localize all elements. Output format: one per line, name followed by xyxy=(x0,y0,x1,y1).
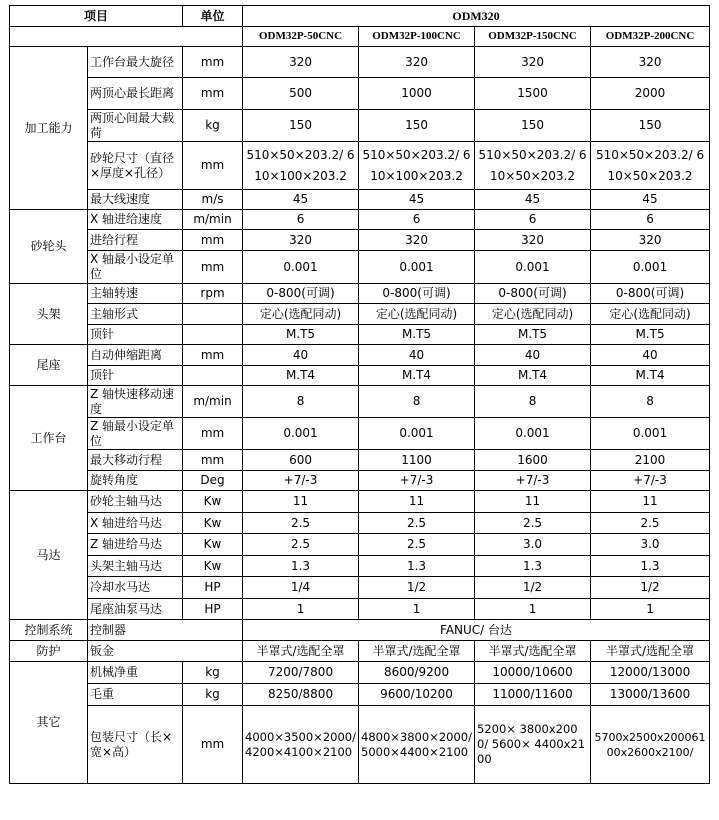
row-value: 5200× 3800x2000/ 5600× 4400x2100 xyxy=(475,706,591,784)
table-row xyxy=(10,210,710,230)
model-row xyxy=(10,27,710,47)
row-value: 1.3 xyxy=(475,556,591,577)
row-value: 0-800(可调) xyxy=(243,284,359,304)
row-value: 8 xyxy=(475,386,591,418)
spec-table xyxy=(9,5,710,784)
row-unit: Kw xyxy=(183,534,243,556)
table-row xyxy=(10,662,710,684)
group-label: 砂轮头 xyxy=(10,210,88,284)
header-series: ODM320 xyxy=(243,6,710,27)
row-value: 半罩式/选配全罩 xyxy=(591,641,710,662)
row-unit: mm xyxy=(183,230,243,251)
row-unit xyxy=(183,366,243,386)
row-value: M.T5 xyxy=(591,325,710,345)
row-value: 3.0 xyxy=(591,534,710,556)
row-value: 10000/10600 xyxy=(475,662,591,684)
row-item: 主轴转速 xyxy=(88,284,183,304)
row-value: 2000 xyxy=(591,78,710,110)
header-row xyxy=(10,6,710,27)
row-value: 40 xyxy=(591,345,710,366)
row-value: 1/2 xyxy=(475,577,591,599)
row-value: 320 xyxy=(591,47,710,78)
row-value: 320 xyxy=(359,47,475,78)
row-value: M.T4 xyxy=(359,366,475,386)
row-value: 半罩式/选配全罩 xyxy=(243,641,359,662)
row-value: M.T5 xyxy=(359,325,475,345)
row-value: 150 xyxy=(243,110,359,142)
row-value: 3.0 xyxy=(475,534,591,556)
table-row xyxy=(10,513,710,534)
row-value: 11000/11600 xyxy=(475,684,591,706)
table-row xyxy=(10,491,710,513)
row-value: 半罩式/选配全罩 xyxy=(359,641,475,662)
table-row xyxy=(10,418,710,450)
row-value: 150 xyxy=(475,110,591,142)
table-row xyxy=(10,251,710,284)
row-value: 8 xyxy=(359,386,475,418)
table-row xyxy=(10,304,710,325)
row-item: 主轴形式 xyxy=(88,304,183,325)
row-value: 45 xyxy=(243,190,359,210)
row-value: 2.5 xyxy=(359,534,475,556)
row-unit: HP xyxy=(183,599,243,620)
row-value: 510×50×203.2/ 610×50×203.2 xyxy=(475,142,591,190)
group-label: 工作台 xyxy=(10,386,88,491)
row-value: M.T4 xyxy=(243,366,359,386)
row-value: 320 xyxy=(475,230,591,251)
row-unit: m/min xyxy=(183,386,243,418)
table-row xyxy=(10,386,710,418)
row-value: 0.001 xyxy=(591,418,710,450)
row-value: 510×50×203.2/ 610×50×203.2 xyxy=(591,142,710,190)
row-item: 顶针 xyxy=(88,366,183,386)
row-value: 1.3 xyxy=(359,556,475,577)
table-row xyxy=(10,599,710,620)
row-unit: kg xyxy=(183,662,243,684)
row-value: 1/4 xyxy=(243,577,359,599)
row-value: 600 xyxy=(243,450,359,471)
row-unit: mm xyxy=(183,251,243,284)
row-item: Z 轴最小设定单位 xyxy=(88,418,183,450)
table-row xyxy=(10,47,710,78)
table-row xyxy=(10,190,710,210)
row-value: 4000×3500×2000/ 4200×4100×2100 xyxy=(243,706,359,784)
row-value: +7/-3 xyxy=(243,471,359,491)
row-item: 毛重 xyxy=(88,684,183,706)
row-value: 9600/10200 xyxy=(359,684,475,706)
row-value: 1 xyxy=(591,599,710,620)
group-label: 头架 xyxy=(10,284,88,345)
table-row xyxy=(10,556,710,577)
row-value: 8 xyxy=(591,386,710,418)
row-item: 砂轮主轴马达 xyxy=(88,491,183,513)
table-row xyxy=(10,471,710,491)
group-label: 控制系统 xyxy=(10,620,88,641)
table-row xyxy=(10,641,710,662)
group-label: 其它 xyxy=(10,662,88,784)
row-value: 7200/7800 xyxy=(243,662,359,684)
row-value: 0.001 xyxy=(243,251,359,284)
row-value: 0-800(可调) xyxy=(475,284,591,304)
group-label: 加工能力 xyxy=(10,47,88,210)
row-unit: rpm xyxy=(183,284,243,304)
row-value: 150 xyxy=(359,110,475,142)
row-item: 进给行程 xyxy=(88,230,183,251)
row-unit: HP xyxy=(183,577,243,599)
row-unit: mm xyxy=(183,78,243,110)
row-value: 40 xyxy=(475,345,591,366)
table-row xyxy=(10,534,710,556)
row-value: 1.3 xyxy=(243,556,359,577)
model-name: ODM32P-100CNC xyxy=(359,27,475,47)
row-value: 0-800(可调) xyxy=(359,284,475,304)
row-value: M.T4 xyxy=(475,366,591,386)
row-value: 320 xyxy=(243,47,359,78)
row-value: 2.5 xyxy=(243,513,359,534)
table-row xyxy=(10,325,710,345)
row-item: 砂轮尺寸（直径×厚度×孔径） xyxy=(88,142,183,190)
row-item: 头架主轴马达 xyxy=(88,556,183,577)
row-value: 150 xyxy=(591,110,710,142)
table-row xyxy=(10,684,710,706)
row-item: 机械净重 xyxy=(88,662,183,684)
row-item: 顶针 xyxy=(88,325,183,345)
row-unit: Kw xyxy=(183,556,243,577)
row-item: 冷却水马达 xyxy=(88,577,183,599)
row-value: 1/2 xyxy=(359,577,475,599)
table-row xyxy=(10,78,710,110)
row-value: 510×50×203.2/ 610×100×203.2 xyxy=(243,142,359,190)
row-value: 6 xyxy=(359,210,475,230)
row-unit: mm xyxy=(183,450,243,471)
row-value: M.T5 xyxy=(243,325,359,345)
row-value: 320 xyxy=(591,230,710,251)
row-value: 6 xyxy=(591,210,710,230)
row-value: M.T4 xyxy=(591,366,710,386)
row-value: 1 xyxy=(243,599,359,620)
row-unit: m/min xyxy=(183,210,243,230)
row-value: 45 xyxy=(359,190,475,210)
table-row xyxy=(10,345,710,366)
row-item: 尾座油泵马达 xyxy=(88,599,183,620)
row-value: +7/-3 xyxy=(475,471,591,491)
row-item: 钣金 xyxy=(88,641,243,662)
row-value: 定心(选配同动) xyxy=(475,304,591,325)
row-unit: mm xyxy=(183,47,243,78)
row-value: 2.5 xyxy=(243,534,359,556)
row-value: 45 xyxy=(591,190,710,210)
row-value: 1.3 xyxy=(591,556,710,577)
row-value: FANUC/ 台达 xyxy=(243,620,710,641)
row-value: 4800×3800×2000/ 5000×4400×2100 xyxy=(359,706,475,784)
row-value: 1100 xyxy=(359,450,475,471)
header-unit: 单位 xyxy=(183,6,243,27)
table-row xyxy=(10,620,710,641)
row-unit: Deg xyxy=(183,471,243,491)
row-item: Z 轴快速移动速度 xyxy=(88,386,183,418)
row-value: 11 xyxy=(591,491,710,513)
row-unit: mm xyxy=(183,706,243,784)
row-value: 6 xyxy=(475,210,591,230)
row-item: 旋转角度 xyxy=(88,471,183,491)
table-row xyxy=(10,450,710,471)
model-name: ODM32P-150CNC xyxy=(475,27,591,47)
row-value: 320 xyxy=(359,230,475,251)
row-unit: m/s xyxy=(183,190,243,210)
row-value: 0.001 xyxy=(591,251,710,284)
row-item: 最大移动行程 xyxy=(88,450,183,471)
row-value: 320 xyxy=(243,230,359,251)
row-value: 定心(选配同动) xyxy=(243,304,359,325)
row-item: 工作台最大旋径 xyxy=(88,47,183,78)
row-unit: mm xyxy=(183,142,243,190)
row-item: Z 轴进给马达 xyxy=(88,534,183,556)
row-item: 自动伸缩距离 xyxy=(88,345,183,366)
table-row xyxy=(10,706,710,784)
row-item: 两顶心间最大载荷 xyxy=(88,110,183,142)
row-value: 500 xyxy=(243,78,359,110)
row-value: 11 xyxy=(359,491,475,513)
row-value: 0.001 xyxy=(359,251,475,284)
row-unit: Kw xyxy=(183,513,243,534)
spec-table-container xyxy=(9,5,710,784)
row-value: 6 xyxy=(243,210,359,230)
row-value: 1 xyxy=(359,599,475,620)
row-unit: kg xyxy=(183,110,243,142)
table-row xyxy=(10,230,710,251)
row-item: X 轴进给马达 xyxy=(88,513,183,534)
row-item: X 轴进给速度 xyxy=(88,210,183,230)
row-value: M.T5 xyxy=(475,325,591,345)
row-unit xyxy=(183,304,243,325)
row-value: 45 xyxy=(475,190,591,210)
table-row xyxy=(10,577,710,599)
row-value: 2.5 xyxy=(591,513,710,534)
row-value: 0.001 xyxy=(359,418,475,450)
row-value: 定心(选配同动) xyxy=(359,304,475,325)
row-value: 0-800(可调) xyxy=(591,284,710,304)
row-item: 包装尺寸（长×宽×高） xyxy=(88,706,183,784)
row-unit: mm xyxy=(183,418,243,450)
row-value: 2.5 xyxy=(359,513,475,534)
row-value: 5700x2500x200061 00x2600x2100/ xyxy=(591,706,710,784)
model-name: ODM32P-50CNC xyxy=(243,27,359,47)
row-value: 13000/13600 xyxy=(591,684,710,706)
row-item: 控制器 xyxy=(88,620,243,641)
row-value: 0.001 xyxy=(475,418,591,450)
row-value: 1500 xyxy=(475,78,591,110)
row-value: 8 xyxy=(243,386,359,418)
row-value: 半罩式/选配全罩 xyxy=(475,641,591,662)
row-value: 1/2 xyxy=(591,577,710,599)
header-item: 项目 xyxy=(10,6,183,27)
row-value: 40 xyxy=(243,345,359,366)
table-row xyxy=(10,110,710,142)
row-unit: Kw xyxy=(183,491,243,513)
table-row xyxy=(10,284,710,304)
row-item: 最大线速度 xyxy=(88,190,183,210)
group-label: 尾座 xyxy=(10,345,88,386)
row-value: 12000/13000 xyxy=(591,662,710,684)
row-value: 2100 xyxy=(591,450,710,471)
table-row xyxy=(10,142,710,190)
model-name: ODM32P-200CNC xyxy=(591,27,710,47)
row-value: 8250/8800 xyxy=(243,684,359,706)
row-unit xyxy=(183,325,243,345)
row-value: 11 xyxy=(243,491,359,513)
model-row-blank xyxy=(10,27,243,47)
row-value: 11 xyxy=(475,491,591,513)
row-value: 320 xyxy=(475,47,591,78)
row-item: 两顶心最长距离 xyxy=(88,78,183,110)
row-value: 0.001 xyxy=(475,251,591,284)
row-value: 1 xyxy=(475,599,591,620)
row-unit: mm xyxy=(183,345,243,366)
row-value: 510×50×203.2/ 610×100×203.2 xyxy=(359,142,475,190)
row-item: X 轴最小设定单位 xyxy=(88,251,183,284)
group-label: 马达 xyxy=(10,491,88,620)
row-value: 0.001 xyxy=(243,418,359,450)
row-value: 2.5 xyxy=(475,513,591,534)
group-label: 防护 xyxy=(10,641,88,662)
row-value: 1600 xyxy=(475,450,591,471)
row-unit: kg xyxy=(183,684,243,706)
table-row xyxy=(10,366,710,386)
row-value: +7/-3 xyxy=(591,471,710,491)
row-value: 8600/9200 xyxy=(359,662,475,684)
row-value: 定心(选配同动) xyxy=(591,304,710,325)
spec-table-body xyxy=(10,6,710,784)
row-value: 1000 xyxy=(359,78,475,110)
row-value: 40 xyxy=(359,345,475,366)
row-value: +7/-3 xyxy=(359,471,475,491)
